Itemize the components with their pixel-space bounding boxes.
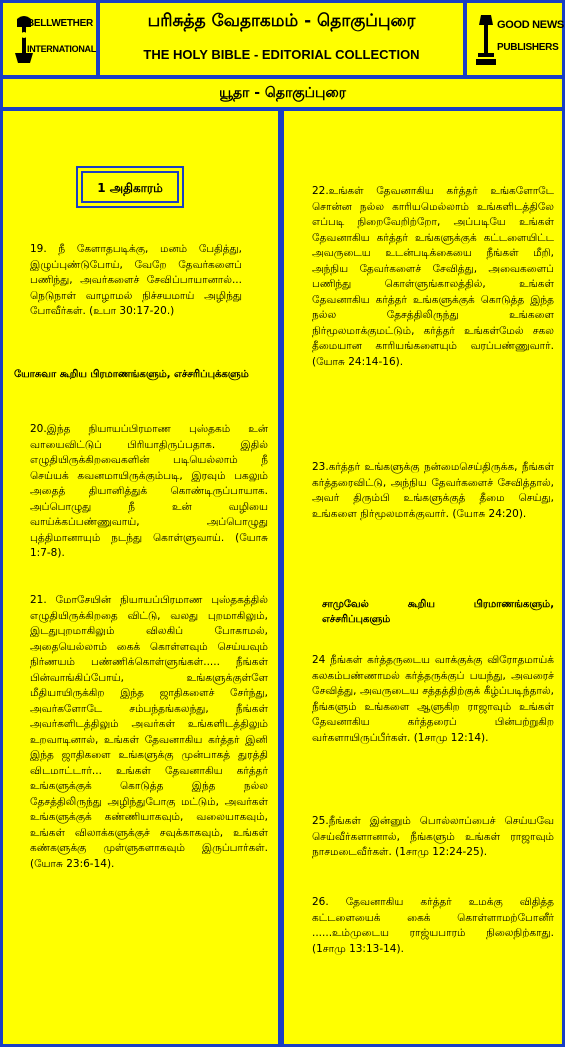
title-tamil: பரிசுத்த வேதாகமம் - தொகுப்புரை [147, 11, 416, 31]
verse-21: 21. மோசேயின் நியாயப்பிரமாண புஸ்தகத்தில் எழுதியிருக்கிறதை விட்டு, வலது புறமாகிலும், இடதுபுறமாகிலும் விலகிப் போகாமல், அதையெல்லாம் கைக் கொள்ளவும் செய்யவும் நிர்ணயம் பண்ணிக்கொள்ளுங்கள்..... நீங்கள் பின்வாங்கிப்போய், உங்களுக்குள்ளே மீதியாயிருக்கிற இந்த ஜாதிகளைச் சேர்ந்து, அவர்களோடே சம்பந்தங்கலந்து, நீங்கள் அவர்களிடத்திலும் அவர்கள் உங்களிடத்திலும் உறவாடினால், உங்கள் தேவனாகிய கர்த்தர் இனி இந்த ஜாதிகளை உங்களுக்கு முன்பாகத் துரத்தி விடமாட்டார்... உங்கள் தேவனாகிய கர்த்தர் உங்களுக்குக் கொடுத்த இந்த நல்ல தேசத்திலிருந்து அழிந்துபோகு மட்டும், அவர்கள் உங்களுக்குக் கண்ணியாகவும், வலையாகவும், உங்கள் விலாக்களுக்குச் சவுக்காகவும், உங்கள் கண்களுக்கு முள்ளுகளாகவும் இருப்பார்கள். (யோசு 23:6-14). [30, 594, 268, 870]
verse-26: 26. தேவனாகிய கர்த்தர் உமக்கு விதித்த கட்டளையைக் கைக் கொள்ளாமற்போனீர் ......உம்முடைய ராஜ்யபாரம் நிலைநிற்காது. (1சாமு 13:13-14). [312, 896, 554, 955]
verse-19: 19. நீ கேளாதபடிக்கு, மனம் பேதித்து, இழுப்புண்டுபோய், வேறே தேவர்களைப் பணிந்து, அவர்களைச் சேவிப்பாயானால்... நெடுநாள் வாழாமல் நிச்சயமாய் அழிந்து போவீர்கள். (உபா 30:17-20.) [30, 243, 242, 317]
verse-20: 20.இந்த நியாயப்பிரமாண புஸ்தகம் உன் வாயைவிட்டுப் பிரியாதிருப்பதாக. இதில் எழுதியிருக்கிறவைகளின் படியெல்லாம் நீ செய்யக் கவனமாயிருக்கும்படி, இரவும் பகலும் அதைத் தியானித்துக் கொண்டிருப்பாயாக. அப்பொழுது நீ உன் வழியை வாய்க்கப்பண்ணுவாய், அப்பொழுது புத்திமானாயும் நடந்து கொள்ளுவாய். (யோசு 1:7-8). [30, 423, 268, 559]
good-news-logo [467, 3, 562, 75]
verse-22: 22.உங்கள் தேவனாகிய கர்த்தர் உங்களோடே சொன்ன நல்ல காரியமெல்லாம் உங்களிடத்திலே எப்படி நிறைவேறிற்றோ, அப்படியே உங்கள் தேவனாகிய கர்த்தர் உங்களுக்குக் கட்டளையிட்ட அவருடைய உடன்படிக்கையை நீங்கள் மீறி, அந்நிய தேவர்களைச் சேவித்து, அவைகளைப் பணிந்து கொள்ளுங்காலத்தில், உங்கள் தேவனாகிய கர்த்தர் உங்களுக்குக் கொடுத்த இந்த நல்ல தேசத்திலிருந்து உங்களை நிர்மூலமாக்குமட்டும், கர்த்தர் உங்கள்மேல் சகல தீமையான காரியங்களையும் வரப்பண்ணுவார். (யோசு 24:14-16). [312, 185, 554, 368]
logo-left-line2: INTERNATIONAL [27, 44, 96, 54]
title-panel [100, 3, 463, 75]
subtitle-panel [3, 79, 562, 107]
title-english: THE HOLY BIBLE - EDITORIAL COLLECTION [143, 47, 420, 62]
section-heading-samuel: சாமுவேல் கூறிய பிரமாணங்களும், எச்சரிப்புகளும் [322, 599, 554, 625]
verse-23: 23.கர்த்தர் உங்களுக்கு நன்மைசெய்திருக்க, நீங்கள் கர்த்தரைவிட்டு, அந்நிய தேவர்களைச் சேவித்தால், அவர் திரும்பி உங்களுக்குத் தீமை செய்து, உங்களை நிர்மூலமாக்குவார். (யோசு 24:20). [312, 461, 554, 520]
logo-right-line2: PUBLISHERS [497, 42, 559, 53]
logo-left-line1: BELLWETHER [27, 18, 93, 29]
bellwether-logo [3, 3, 96, 75]
lamp-icon [475, 13, 497, 67]
logo-right-line1: GOOD NEWS [497, 19, 564, 31]
right-column [284, 111, 562, 1044]
section-heading-joshua: யோசுவா கூறிய பிரமாணங்களும், எச்சரிப்புக்களும் [14, 369, 249, 380]
verse-24: 24 நீங்கள் கர்த்தருடைய வாக்குக்கு விரோதமாய்க் கலகம்பண்ணாமல் கர்த்தருக்குப் பயந்து, அவரைச் சேவித்து, அவருடைய சத்தத்திற்குக் கீழ்ப்படிந்தால், நீங்களும் உங்களை ஆளுகிற ராஜாவும் உங்கள் தேவனாகிய கர்த்தரைப் பின்பற்றுகிற வர்களாயிருப்பீர்கள். (1சாமு 12:14). [312, 654, 554, 744]
left-column [3, 111, 278, 1044]
chapter-label: 1 அதிகாரம் [81, 171, 179, 203]
verse-25: 25.நீங்கள் இன்னும் பொல்லாப்பைச் செய்யவே செய்வீர்களானால், நீங்களும் உங்கள் ராஜாவும் நாசமடைவீர்கள். (1சாமு 12:24-25). [312, 815, 554, 858]
subtitle: யூதா - தொகுப்புரை [219, 85, 346, 101]
chapter-box [76, 166, 184, 208]
